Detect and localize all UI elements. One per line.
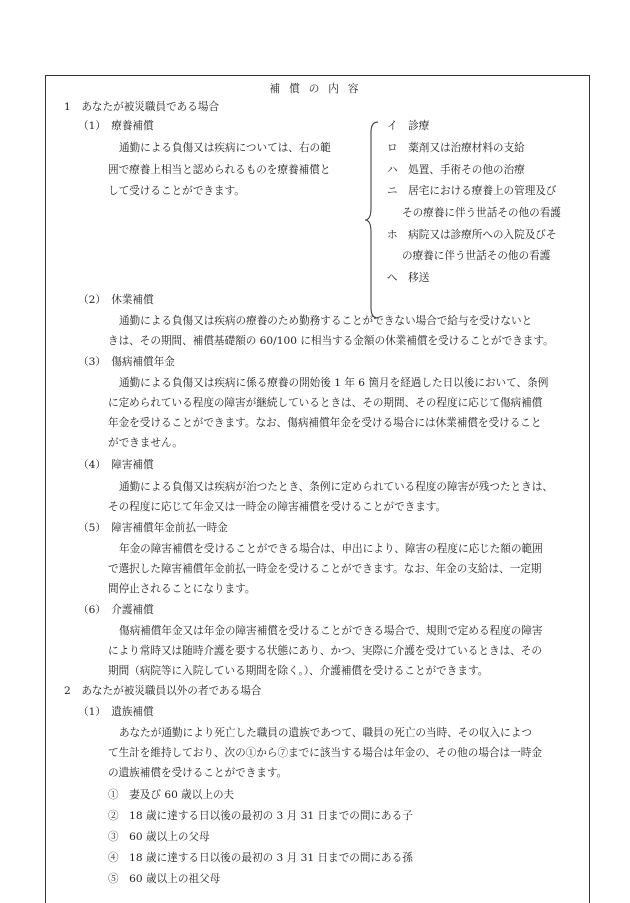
- treatment-item: の療養に伴う世話その他の看護: [402, 250, 551, 262]
- compensation-content-box: [45, 75, 590, 903]
- treatment-item: ハ 処置、手術その他の治療: [387, 164, 525, 176]
- s1-2-label: （2） 休業補償: [78, 294, 154, 306]
- survivor-item: ① 妻及び 60 歳以上の夫: [108, 789, 235, 801]
- s1-1-body-line: 囲で療養上相当と認められるものを療養補償と: [108, 164, 331, 176]
- s1-3-body-line: ができません。: [108, 437, 183, 449]
- treatment-item: その療養に伴う世話その他の看護: [402, 207, 561, 219]
- bracket-brace-icon: [364, 120, 380, 320]
- page-title: 補償の内容: [269, 83, 368, 95]
- treatment-item: ホ 病院又は診療所への入院及びそ: [387, 229, 557, 241]
- treatment-item: へ 移送: [387, 272, 430, 284]
- s1-5-label: （5） 障害補償年金前払一時金: [78, 522, 228, 534]
- survivor-item: ② 18 歳に達する日以後の最初の 3 月 31 日までの間にある子: [108, 810, 413, 822]
- s1-1-label: （1） 療養補償: [78, 120, 154, 132]
- s1-6-body-line: 期間（病院等に入院している期間を除く。）、介護補償を受けることができます。: [108, 665, 489, 677]
- treatment-item: ロ 薬剤又は治療材料の支給: [387, 142, 525, 154]
- s1-4-body-line: その程度に応じて年金又は一時金の障害補償を受けることができます。: [108, 501, 447, 513]
- s1-6-body-line: により常時又は随時介護を要する状態にあり、かつ、実際に介護を受けているときは、その: [108, 645, 542, 657]
- s1-2-body-line: きは、その期間、補償基礎額の 60/100 に相当する金額の休業補償を受けることができます。: [108, 335, 554, 347]
- s1-5-body-line: 年金の障害補償を受けることができる場合は、申出により、障害の程度に応じた額の範囲: [119, 543, 543, 555]
- s2-1-label: （1） 遺族補償: [78, 706, 154, 718]
- s1-3-body-line: に定められている程度の障害が継続しているときは、その期間、その程度に応じて傷病補償: [108, 397, 543, 409]
- s1-4-body-line: 通勤による負傷又は疾病が治つたとき、条例に定められている程度の障害が残つたときは、: [119, 481, 553, 493]
- s1-5-body-line: で選択した障害補償年金前払一時金を受けることができます。なお、年金の支給は、一定期: [108, 563, 542, 575]
- section1-heading: 1 あなたが被災職員である場合: [64, 101, 220, 113]
- section2-heading: 2 あなたが被災職員以外の者である場合: [64, 685, 262, 697]
- survivor-item: ③ 60 歳以上の父母: [108, 831, 210, 843]
- s1-3-body-line: 年金を受けることができます。なお、傷病補償年金を受ける場合には休業補償を受けること: [108, 417, 542, 429]
- s2-1-body-line: あなたが通勤により死亡した職員の遺族であつて、職員の死亡の当時、その収入によつ: [119, 727, 532, 739]
- s1-6-body-line: 傷病補償年金又は年金の障害補償を受けることができる場合で、規則で定める程度の障害: [119, 625, 543, 637]
- s1-6-label: （6） 介護補償: [78, 604, 154, 616]
- survivor-item: ⑤ 60 歳以上の祖父母: [108, 873, 221, 885]
- s1-3-body-line: 通勤による負傷又は疾病に係る療養の開始後 1 年 6 箇月を経過した日以後において、条例: [119, 377, 549, 389]
- treatment-item: イ 診療: [387, 120, 430, 132]
- s2-1-body-line: の遺族補償を受けることができます。: [108, 767, 288, 779]
- treatment-item: ニ 居宅における療養上の管理及び: [387, 185, 557, 197]
- s1-2-body-line: 通勤による負傷又は疾病の療養のため勤務することができない場合で給与を受けないと: [119, 315, 533, 327]
- s1-5-body-line: 間停止されることになります。: [108, 583, 256, 595]
- s1-1-body-line: 通勤による負傷又は疾病については、右の範: [119, 142, 331, 154]
- s1-1-body-line: して受けることができます。: [108, 185, 245, 197]
- s1-3-label: （3） 傷病補償年金: [78, 356, 175, 368]
- survivor-item: ④ 18 歳に達する日以後の最初の 3 月 31 日までの間にある孫: [108, 852, 413, 864]
- s1-4-label: （4） 障害補償: [78, 459, 154, 471]
- s2-1-body-line: て生計を維持しており、次の①から⑦までに該当する場合は年金の、その他の場合は一時金: [108, 747, 542, 759]
